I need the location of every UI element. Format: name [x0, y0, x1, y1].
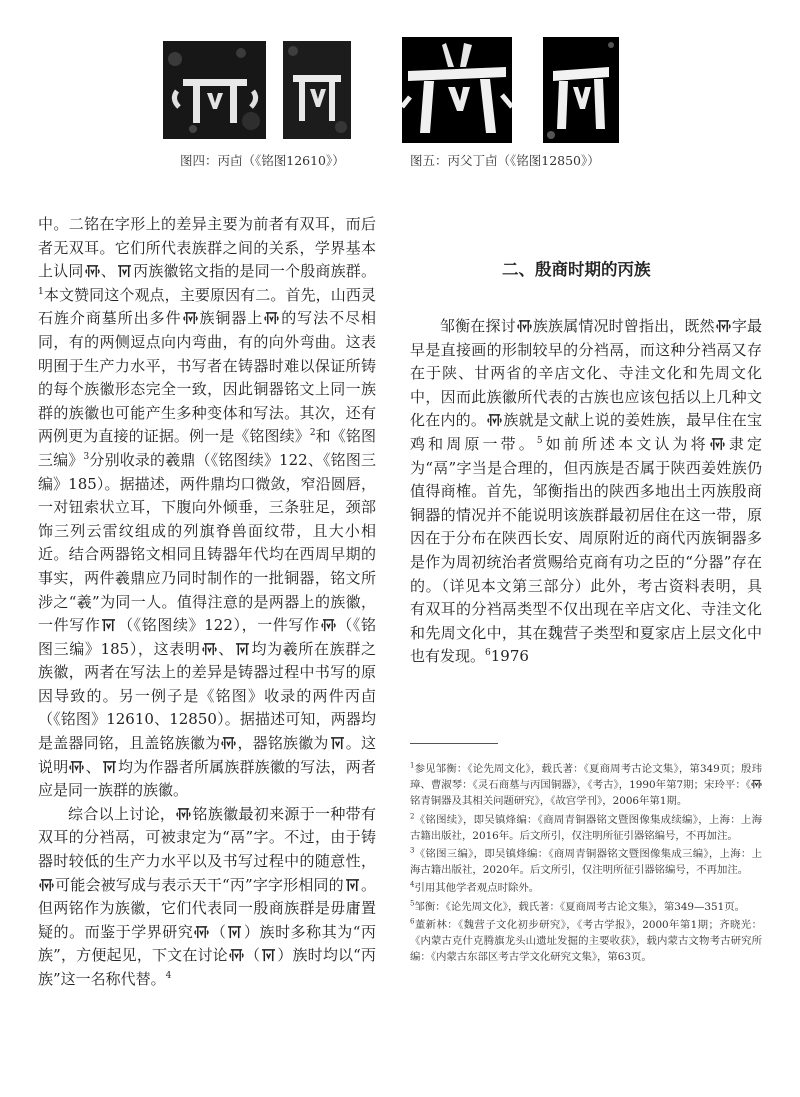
bing-emblem-with-ears-icon	[487, 413, 502, 427]
footnote-ref[interactable]: 2	[309, 428, 316, 439]
bing-emblem-with-ears-icon	[176, 807, 191, 821]
bing-emblem-icon	[330, 736, 345, 750]
rubbing-image-4	[543, 37, 619, 143]
footnote: $^5$邹衡：《论先周文化》，载氏著：《夏商周考古论文集》，第349—351页。	[410, 899, 746, 913]
bing-emblem-with-ears-icon	[221, 736, 236, 750]
rubbing-emblem-graphic	[283, 41, 351, 139]
bing-emblem-with-ears-icon	[751, 779, 762, 789]
left-column	[38, 213, 376, 992]
paragraph: 综合以上讨论， 铭族徽最初来源于一种带有双耳的分裆鬲，可被隶定为“鬲”字。不过，由于铸器时较低的生产力水平以及书写过程中的随意性， 可能会被写成与表示天干“丙”字字形相同的 。但两铭作为族徽，它们代表同一殷商族群是毋庸置疑的。而鉴于学界研究 （ ）族时多称其为“丙族”，方便起见，下文在讨论 （ ）族时均以“丙族”这一名称代替。$^4$	[38, 804, 376, 988]
footnote-ref[interactable]: 4	[165, 971, 172, 981]
right-column	[410, 315, 762, 669]
bing-emblem-with-ears-icon	[69, 760, 84, 774]
bing-emblem-with-ears-icon	[321, 618, 336, 632]
footnote-ref[interactable]: 5	[536, 435, 543, 446]
bing-emblem-with-ears-icon	[183, 311, 198, 325]
footnote: $^2$《铭图续》，即吴镇烽编：《商周青铜器铭文暨图像集成续编》，上海：上海古籍出版社，2016年。后文所引，仅注明所征引器铭编号，不再加注。	[410, 812, 762, 842]
bing-emblem-with-ears-icon	[517, 319, 532, 333]
section-title: 二、殷商时期的丙族	[502, 260, 651, 279]
rubbing-emblem-ears-graphic-2	[402, 37, 512, 143]
bing-emblem-with-ears-icon	[194, 925, 209, 939]
figure-caption-4: 图四：丙卣（《铭图12610》）	[180, 153, 345, 168]
bing-emblem-with-ears-icon	[202, 642, 217, 656]
paragraph: 中。二铭在字形上的差异主要为前者有双耳，而后者无双耳。它们所代表族群之间的关系，学界基本上认同 、 丙族徽铭文指的是同一个殷商族群。$^1$本文赞同这个观点，主要原因有二。首先，山西灵石旌介商墓所出多件 族铜器上 的写法不尽相同，有的两侧逗点向内弯曲，有的向外弯曲。这表明囿于生产力水平，书写者在铸器时难以保证所铸的每个族徽形态完全一致，因此铜器铭文上同一族群的族徽也可能产生多种变体和写法。其次，还有两例更为直接的证据。例一是《铭图续》$^2$和《铭图三编》$^3$分别收录的羲鼎（《铭图续》122、《铭图三编》185）。据描述，两件鼎均口微敛，窄沿圆唇，一对钮索状立耳，下腹向外倾垂，三条驻足，颈部饰三列云雷纹组成的列旗脊兽面纹带，且大小相近。结合两器铭文相同且铸器年代均在西周早期的事实，两件羲鼎应乃同时制作的一批铜器，铭文所涉之“羲”为同一人。值得注意的是两器上的族徽，一件写作 （《铭图续》122），一件写作 （《铭图三编》185），这表明 、 均为羲所在族群之族徽，两者在写法上的差异是铸器过程中书写的原因导致的。另一例子是《铭图》收录的两件丙卣（《铭图》12610、12850）。据描述可知，两器均是盖器同铭，且盖铭族徽为 ，器铭族徽为 。这说明 、 均为作器者所属族群族徽的写法，两者应是同一族群的族徽。	[38, 215, 376, 800]
figure-caption-5: 图五：丙父丁卣（《铭图12850》）	[410, 153, 600, 168]
bing-emblem-with-ears-icon	[716, 319, 731, 333]
bing-emblem-icon	[101, 618, 116, 632]
bing-emblem-icon	[345, 878, 360, 892]
rubbing-image-1	[163, 41, 266, 139]
bing-emblem-with-ears-icon	[85, 264, 100, 278]
footnote: $^3$《铭图三编》，即吴镇烽编：《商周青铜器铭文暨图像集成三编》，上海：上海古籍出版社，2020年。后文所引，仅注明所征引器铭编号，不再加注。	[410, 846, 762, 877]
bing-emblem-icon	[261, 948, 276, 962]
bing-emblem-with-ears-icon	[229, 948, 244, 962]
footnote-divider	[410, 743, 498, 744]
rubbing-image-2	[283, 41, 351, 139]
rubbing-emblem-ears-graphic	[163, 41, 266, 139]
footnote-ref[interactable]: 6	[485, 648, 491, 659]
bing-emblem-icon	[235, 642, 250, 656]
rubbing-emblem-graphic-2	[543, 37, 619, 143]
footnote: $^4$引用其他学者观点时除外。	[410, 880, 540, 895]
rubbing-image-3	[402, 37, 512, 143]
bing-emblem-with-ears-icon	[264, 311, 279, 325]
bing-emblem-with-ears-icon	[710, 437, 725, 451]
bing-emblem-with-ears-icon	[39, 878, 54, 892]
footnote-ref[interactable]: 3	[83, 451, 90, 462]
footnote-ref[interactable]: 1	[38, 286, 44, 297]
footnotes	[410, 761, 762, 967]
footnote: $^6$董新林：《魏营子文化初步研究》，《考古学报》，2000年第1期；齐晓光：《内蒙古克什克腾旗龙头山遗址发掘的主要收获》，载内蒙古文物考古研究所编：《内蒙古东部区考古学文化研究文集》，第63页。	[410, 917, 762, 964]
bing-emblem-icon	[227, 925, 242, 939]
bing-emblem-icon	[102, 760, 117, 774]
bing-emblem-icon	[117, 264, 132, 278]
footnote: $^1$参见邹衡：《论先周文化》，载氏著：《夏商周考古论文集》，第349页；殷玮璋、曹淑琴：《灵石商墓与丙国铜器》，《考古》，1990年第7期；宋玲平：《 铭青铜器及其相关问题研究》，《故宫学刊》，2006年第1期。	[410, 761, 762, 808]
paragraph: 邹衡在探讨 族族属情况时曾指出，既然 字最早是直接画的形制较早的分裆鬲，而这种分裆鬲又存在于陕、甘两省的辛店文化、寺洼文化和先周文化中，因而此族徽所代表的古族也应该包括以上几种文化在内的。 族就是文献上说的姜姓族，最早住在宝鸡和周原一带。$^5$如前所述本文认为将 隶定为“鬲”字当是合理的，但丙族是否属于陕西姜姓族仍值得商榷。首先，邹衡指出的陕西多地出土丙族殷商铜器的情况并不能说明该族群最初居住在这一带，原因在于分布在陕西长安、周原附近的商代丙族铜器多是作为周初统治者赏赐给克商有功之臣的“分器”存在的。（详见本文第三部分）此外，考古资料表明，具有双耳的分裆鬲类型不仅出现在辛店文化、寺洼文化和先周文化中，其在魏营子类型和夏家店上层文化中也有发现。$^6$1976	[410, 317, 762, 666]
